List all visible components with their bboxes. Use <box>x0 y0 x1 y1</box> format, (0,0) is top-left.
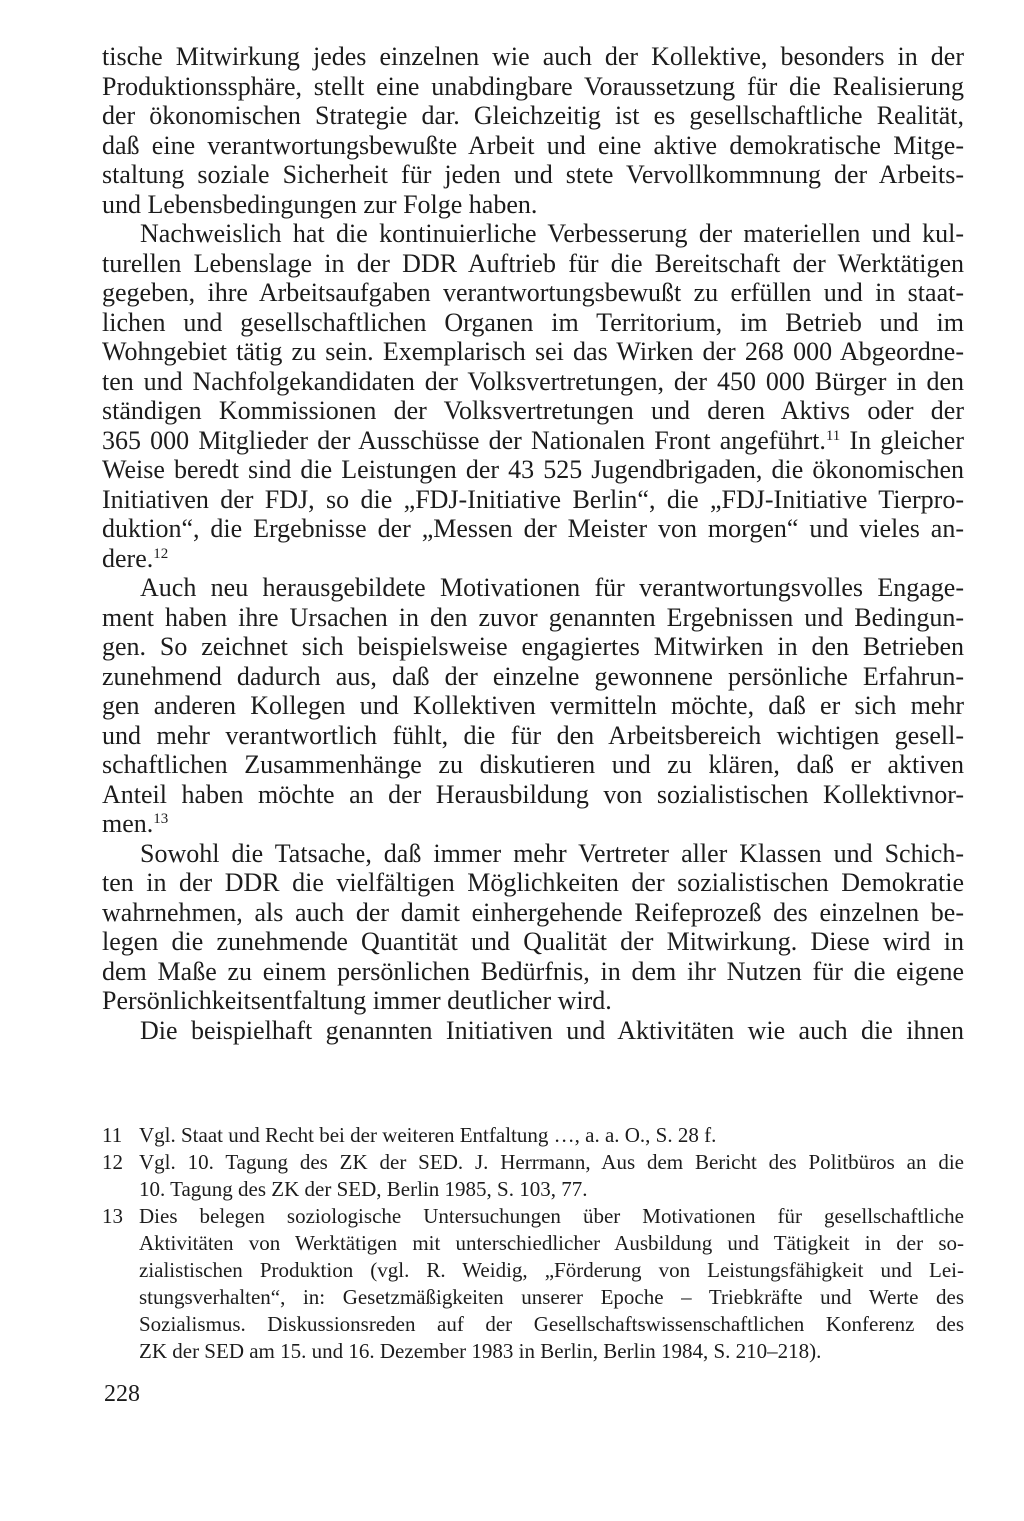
text-line-continuation: In gleicher <box>840 425 964 455</box>
text-line-content: ment haben ihre Ursachen in den zuvor genannten Ergebnissen und Bedingun- <box>102 602 964 632</box>
footnote-line: ZK der SED am 15. und 16. Dezember 1983 in Berlin, Berlin 1984, S. 210–218). <box>139 1339 822 1363</box>
text-line-content: dem Maße zu einem persönlichen Bedürfnis, in dem ihr Nutzen für die eigene <box>102 956 964 986</box>
footnote <box>102 1203 964 1365</box>
text-line <box>102 249 964 279</box>
text-line <box>102 632 964 662</box>
text-line <box>102 396 964 426</box>
text-line-content: men. <box>102 809 154 838</box>
text-line-content: ten und Nachfolgekandidaten der Volksvertretungen, der 450 000 Bürger in den <box>102 366 964 396</box>
text-line <box>102 573 964 603</box>
footnotes <box>102 1122 964 1365</box>
text-line <box>102 986 964 1016</box>
text-line <box>102 278 964 308</box>
text-line <box>102 691 964 721</box>
text-line-content: gen. So zeichnet sich beispielsweise engagiertes Mitwirken in den Betrieben <box>102 632 964 661</box>
text-line-content: Produktionssphäre, stellt eine unabdingbare Voraussetzung für die Realisierung <box>102 71 964 101</box>
footnote-reference: 12 <box>153 545 169 562</box>
body-text <box>102 42 964 1045</box>
footnote-line: Dies belegen soziologische Untersuchungen über Motivationen für gesellschaftliche <box>139 1204 964 1228</box>
text-line <box>102 72 964 102</box>
text-line <box>102 1016 964 1046</box>
footnote-reference: 11 <box>825 427 841 444</box>
text-line <box>102 485 964 515</box>
text-line <box>102 809 964 839</box>
page-body <box>102 42 964 1045</box>
text-line-content: staltung soziale Sicherheit für jeden und stete Vervollkommnung der Arbeits- <box>102 160 964 189</box>
text-line <box>102 603 964 633</box>
footnote-line: Sozialismus. Diskussionsreden auf der Gesellschaftswissenschaftlichen Konferenz des <box>139 1312 964 1336</box>
text-line <box>102 898 964 928</box>
text-line-content: turellen Lebenslage in der DDR Auftrieb für die Bereitschaft der Werktätigen <box>102 248 964 278</box>
text-line-content: Persönlichkeitsentfaltung immer deutlicher wird. <box>102 986 612 1015</box>
text-line-content: und mehr verantwortlich fühlt, die für den Arbeitsbereich wichtigen gesell- <box>102 720 964 750</box>
text-line <box>102 101 964 131</box>
text-line-content: legen die zunehmende Quantität und Qualität der Mitwirkung. Diese wird in <box>102 927 964 956</box>
text-line <box>102 455 964 485</box>
footnote-line: 10. Tagung des ZK der SED, Berlin 1985, S. 103, 77. <box>139 1177 588 1201</box>
text-line <box>102 868 964 898</box>
text-line <box>102 514 964 544</box>
text-line-content: ten in der DDR die vielfältigen Möglichkeiten der sozialistischen Demokratie <box>102 868 964 897</box>
text-line <box>102 662 964 692</box>
text-line-content: lichen und gesellschaftlichen Organen im Territorium, im Betrieb und im <box>102 307 964 337</box>
text-line <box>102 308 964 338</box>
text-line-content: Auch neu herausgebildete Motivationen für verantwortungsvolles Engage- <box>140 573 964 602</box>
text-line <box>102 721 964 751</box>
text-line <box>102 337 964 367</box>
text-line-content: Die beispielhaft genannten Initiativen und Aktivitäten wie auch die ihnen <box>140 1015 964 1045</box>
text-line-content: schaftlichen Zusammenhänge zu diskutieren und zu klären, daß er aktiven <box>102 750 964 779</box>
text-line <box>102 426 964 456</box>
footnote-reference: 13 <box>153 811 169 827</box>
text-line <box>102 750 964 780</box>
text-line <box>102 160 964 190</box>
text-line-content: ständigen Kommissionen der Volksvertretungen und deren Aktivs oder der <box>102 396 964 425</box>
text-line <box>102 927 964 957</box>
footnote-number: 13 <box>102 1204 123 1228</box>
text-line <box>102 42 964 72</box>
footnote-line: Aktivitäten von Werktätigen mit unterschiedlicher Ausbildung und Tätigkeit in der so- <box>139 1231 964 1255</box>
text-line-content: duktion“, die Ergebnisse der „Messen der Meister von morgen“ und vieles an- <box>102 514 964 543</box>
footnote <box>102 1149 964 1203</box>
text-line-content: Wohngebiet tätig zu sein. Exemplarisch sei das Wirken der 268 000 Abgeordne- <box>102 337 964 366</box>
text-line <box>102 219 964 249</box>
text-line-content: daß eine verantwortungsbewußte Arbeit und eine aktive demokratische Mitge- <box>102 130 964 160</box>
text-line-content: gen anderen Kollegen und Kollektiven vermitteln möchte, daß er sich mehr <box>102 691 964 720</box>
text-line <box>102 131 964 161</box>
footnote-number: 11 <box>102 1123 123 1147</box>
footnote-line: Vgl. Staat und Recht bei der weiteren Entfaltung …, a. a. O., S. 28 f. <box>139 1123 717 1147</box>
footnote-number: 12 <box>102 1150 123 1174</box>
text-line <box>102 190 964 220</box>
text-line-content: 365 000 Mitglieder der Ausschüsse der Nationalen Front angeführt. <box>102 425 826 455</box>
text-line-content: wahrnehmen, als auch der damit einhergehende Reifeprozeß des einzelnen be- <box>102 897 964 927</box>
footnote-line: zialistischen Produktion (vgl. R. Weidig, „Förderung von Leistungsfähigkeit und Lei- <box>139 1258 964 1282</box>
text-line <box>102 367 964 397</box>
footnote-line: Vgl. 10. Tagung des ZK der SED. J. Herrmann, Aus dem Bericht des Politbüros an die <box>139 1150 964 1174</box>
text-line-content: zunehmend dadurch aus, daß der einzelne gewonnene persönliche Erfahrun- <box>102 661 964 691</box>
text-line-content: Sowohl die Tatsache, daß immer mehr Vertreter aller Klassen und Schich- <box>140 838 964 868</box>
text-line-content: gegeben, ihre Arbeitsaufgaben verantwortungsbewußt zu erfüllen und in staat- <box>102 278 964 307</box>
text-line-content: und Lebensbedingungen zur Folge haben. <box>102 189 538 219</box>
text-line-content: Nachweislich hat die kontinuierliche Verbesserung der materiellen und kul- <box>140 219 964 248</box>
text-line-content: dere. <box>102 543 154 573</box>
text-line <box>102 544 964 574</box>
text-line <box>102 780 964 810</box>
text-line-content: Anteil haben möchte an der Herausbildung von sozialistischen Kollektivnor- <box>102 779 964 809</box>
text-line-content: tische Mitwirkung jedes einzelnen wie auch der Kollektive, besonders in der <box>102 42 964 71</box>
page-number: 228 <box>104 1381 140 1407</box>
text-line-content: Initiativen der FDJ, so die „FDJ-Initiative Berlin“, die „FDJ-Initiative Tierpro- <box>102 484 964 514</box>
text-line <box>102 839 964 869</box>
footnote-line: stungsverhalten“, in: Gesetzmäßigkeiten unserer Epoche – Triebkräfte und Werte des <box>139 1285 964 1309</box>
text-line-content: Weise beredt sind die Leistungen der 43 525 Jugendbrigaden, die ökonomischen <box>102 455 964 484</box>
footnote <box>102 1122 964 1149</box>
text-line-content: der ökonomischen Strategie dar. Gleichzeitig ist es gesellschaftliche Realität, <box>102 101 964 130</box>
text-line <box>102 957 964 987</box>
